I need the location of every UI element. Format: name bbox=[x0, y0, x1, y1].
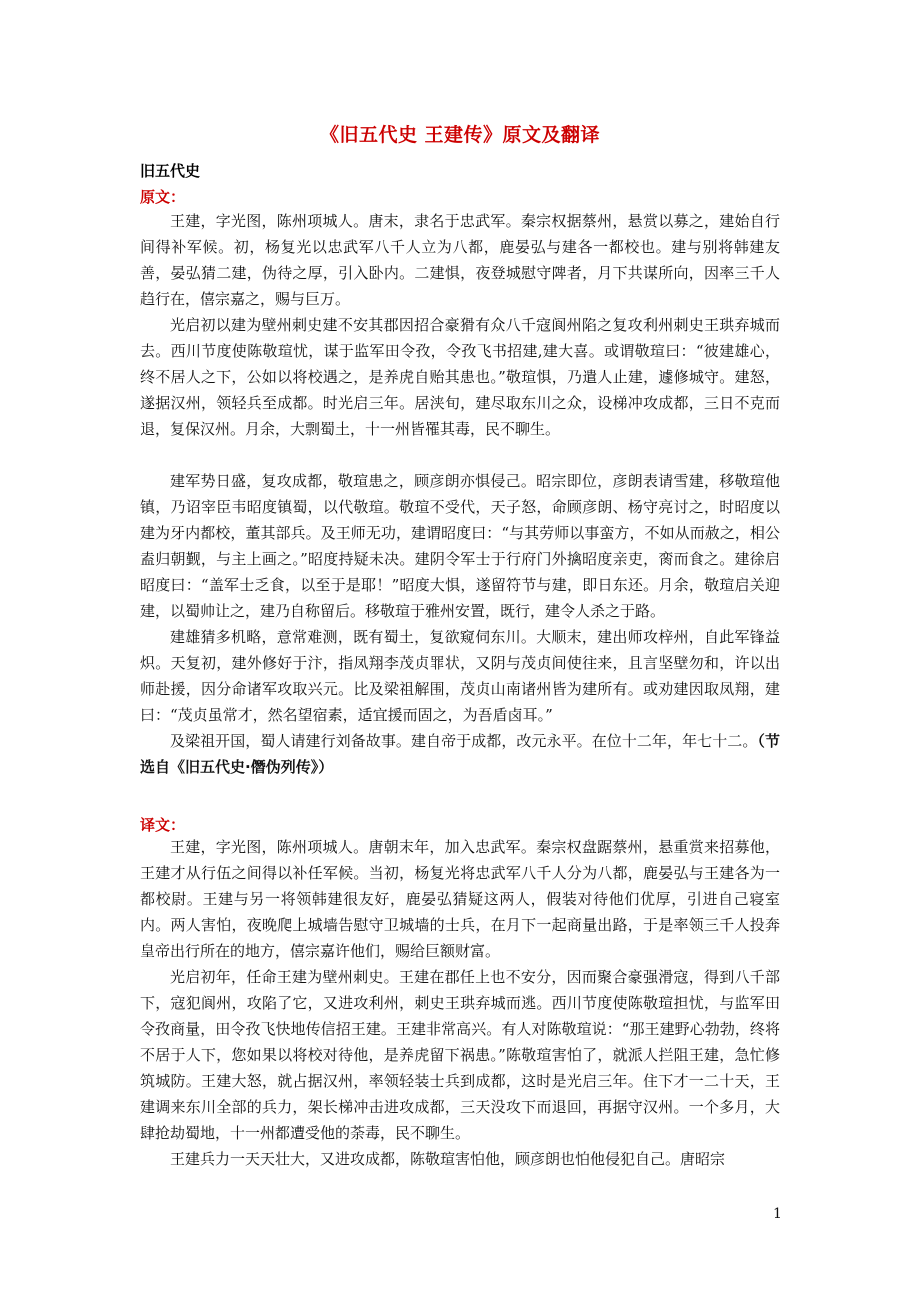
source-note: （节选自《旧五代史·僭伪列传》） bbox=[140, 732, 780, 776]
page-title: 《旧五代史 王建传》原文及翻译 bbox=[319, 124, 601, 146]
original-paragraph: 王建，字光图，陈州项城人。唐末，隶名于忠武军。秦宗权据蔡州，悬赏以募之，建始自行间得补军候。初，杨复光以忠武军八千人立为八都，鹿晏弘与建各一都校也。建与别将韩建友善，晏弘猜二建，伪待之厚，引入卧内。二建惧，夜登城慰守陴者，月下共谋所向，因率三千人趋行在，僖宗嘉之，赐与巨万。 bbox=[140, 212, 780, 308]
translation-paragraph: 王建兵力一天天壮大，又进攻成都，陈敬瑄害怕他，顾彦朗也怕他侵犯自己。唐昭宗 bbox=[170, 1150, 726, 1168]
original-paragraph: 建雄猜多机略，意常难测，既有蜀土，复欲窥伺东川。大顺末，建出师攻梓州，自此军锋益炽。天复初，建外修好于汴，指凤翔李茂贞罪状，又阴与茂贞间使往来，且言坚壁勿和，许以出师赴援，因分命诸军攻取兴元。比及梁祖解围，茂贞山南诸州皆为建所有。或劝建因取凤翔，建曰：“茂贞虽常才，然名望宿素，适宜援而固之，为吾盾卤耳。” bbox=[140, 628, 780, 724]
book-name: 旧五代史 bbox=[140, 162, 201, 180]
original-paragraph: 建军势日盛，复攻成都，敬瑄患之，顾彦朗亦惧侵己。昭宗即位，彦朗表请雪建，移敬瑄他镇，乃诏宰臣韦昭度镇蜀，以代敬瑄。敬瑄不受代，天子怒，命顾彦朗、杨守亮讨之，时昭度以建为牙内都校，董其部兵。及王师无功，建谓昭度曰：“与其劳师以事蛮方，不如从而赦之，相公盍归朝觐，与主上画之。”昭度持疑未决。建阴令军士于行府门外擒昭度亲吏，脔而食之。建徐启昭度曰：“盖军士乏食，以至于是耶！”昭度大惧，遂留符节与建，即日东还。月余，敬瑄启关迎建，以蜀帅让之，建乃自称留后。移敬瑄于雅州安置，既行，建令人杀之于路。 bbox=[140, 472, 780, 620]
translation-paragraph: 光启初年，任命王建为壁州刺史。王建在郡任上也不安分，因而聚合豪强滑寇，得到八千部下，寇犯阆州，攻陷了它，又进攻利州，刺史王珙弃城而逃。西川节度使陈敬瑄担忧，与监军田令孜商量，田令孜飞快地传信招王建。王建非常高兴。有人对陈敬瑄说：“那王建野心勃勃，终将不居于人下，您如果以将校对待他，是养虎留下祸患。”陈敬瑄害怕了，就派人拦阻王建，急忙修筑城防。王建大怒，就占据汉州，率领轻装士兵到成都，这时是光启三年。住下才一二十天，王建调来东川全部的兵力，架长梯冲击进攻成都，三天没攻下而退回，再据守汉州。一个多月，大肆抢劫蜀地，十一州都遭受他的荼毒，民不聊生。 bbox=[140, 968, 780, 1142]
original-paragraph-last bbox=[140, 728, 780, 780]
translation-label: 译文： bbox=[140, 816, 186, 834]
translation-text bbox=[140, 834, 780, 1172]
page-number: 1 bbox=[773, 1206, 782, 1222]
translation-paragraph: 王建，字光图，陈州项城人。唐朝末年，加入忠武军。秦宗权盘踞蔡州，悬重赏来招募他，王建才从行伍之间得以补任军候。当初，杨复光将忠武军八千人分为八都，鹿晏弘与王建各为一都校尉。王建与另一将领韩建很友好，鹿晏弘猜疑这两人，假装对待他们优厚，引进自己寝室内。两人害怕，夜晚爬上城墙告慰守卫城墙的士兵，在月下一起商量出路，于是率领三千人投奔皇帝出行所在的地方，僖宗嘉许他们，赐给巨额财富。 bbox=[140, 838, 780, 960]
original-paragraph: 光启初以建为壁州刺史建不安其郡因招合豪猾有众八千寇阆州陷之复攻利州刺史王珙弃城而去。西川节度使陈敬瑄忧，谋于监军田令孜，令孜飞书招建,建大喜。或谓敬瑄曰：“彼建雄心，终不居人之下，公如以将校遇之，是养虎自贻其患也。”敬瑄惧，乃遣人止建，遽修城守。建怒，遂据汉州，领轻兵至成都。时光启三年。居浃旬，建尽取东川之众，设梯冲攻成都，三日不克而退，复保汉州。月余，大剽蜀土，十一州皆罹其毒，民不聊生。 bbox=[140, 316, 780, 438]
original-text bbox=[140, 208, 780, 780]
original-paragraph-text: 及梁祖开国，蜀人请建行刘备故事。建自帝于成都，改元永平。在位十二年，年七十二。 bbox=[170, 732, 758, 750]
original-label: 原文： bbox=[140, 188, 186, 206]
